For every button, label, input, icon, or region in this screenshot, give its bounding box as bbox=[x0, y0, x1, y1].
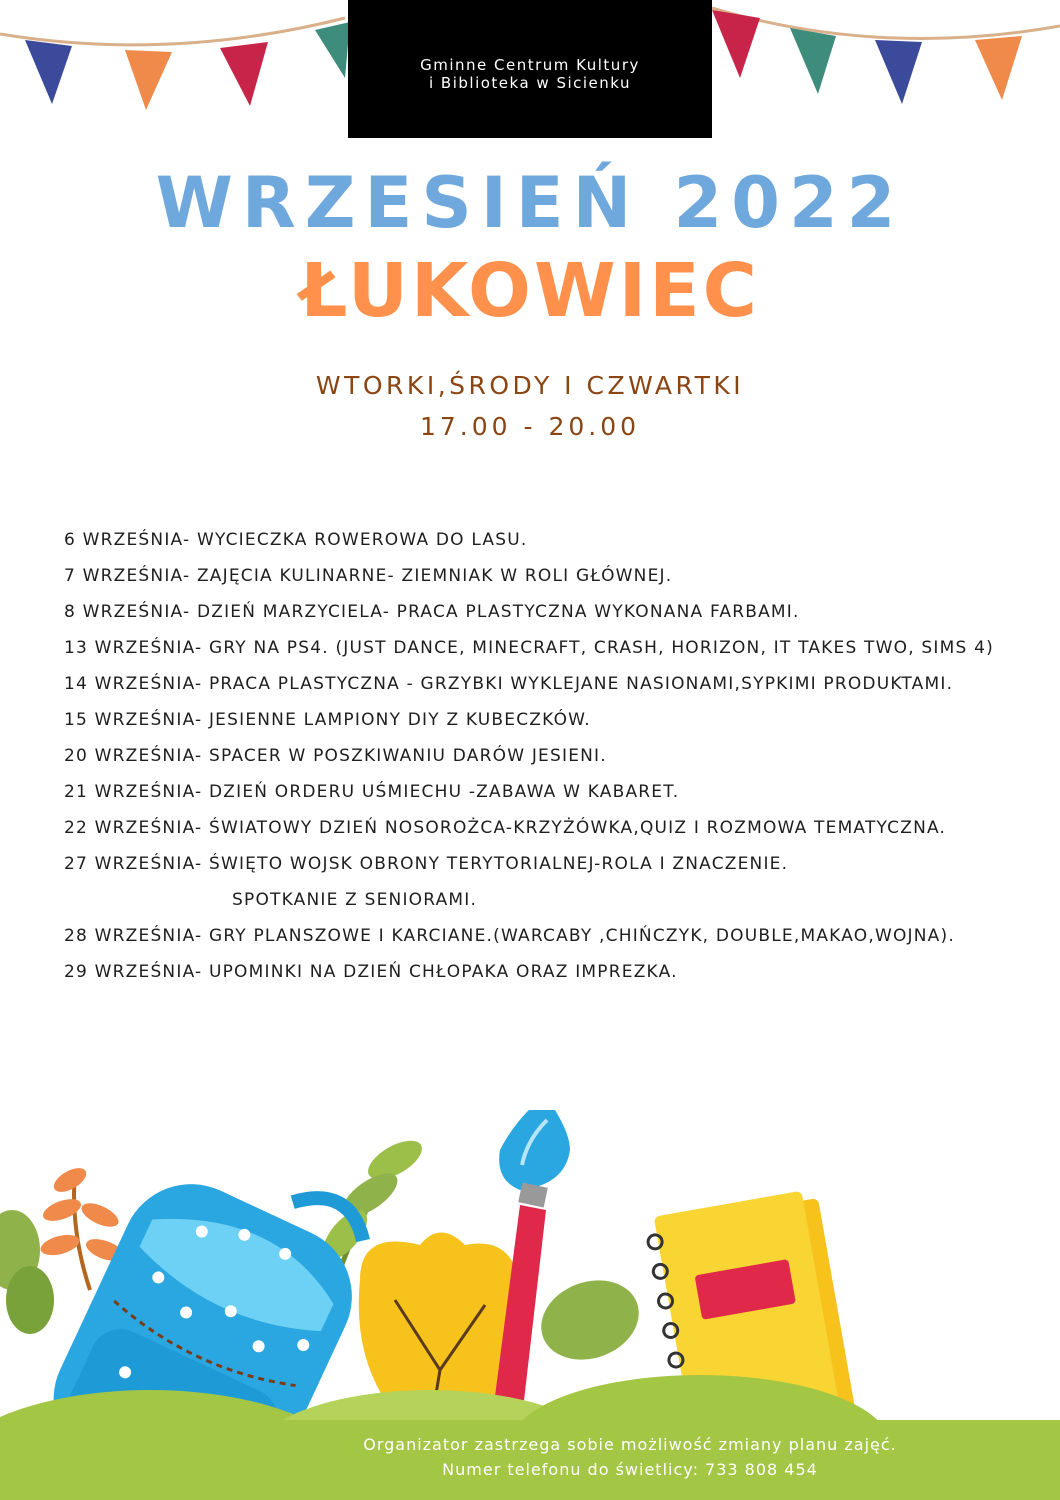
footer-phone: Numer telefonu do świetlicy: 733 808 454 bbox=[442, 1460, 818, 1479]
schedule-date: 20 WRZEŚNIA- bbox=[64, 746, 203, 766]
organization-name-line2: i Biblioteka w Sicienku bbox=[428, 74, 632, 92]
schedule-date: 6 WRZEŚNIA- bbox=[64, 530, 191, 550]
footer-disclaimer: Organizator zastrzega sobie możliwość zmiany planu zajęć. bbox=[363, 1435, 897, 1454]
green-leaf-icon bbox=[530, 1267, 650, 1373]
schedule-date: 29 WRZEŚNIA- bbox=[64, 962, 203, 982]
schedule-activity: UPOMINKI NA DZIEŃ CHŁOPAKA ORAZ IMPREZKA. bbox=[202, 962, 678, 982]
green-leaf-icon bbox=[6, 1266, 54, 1334]
flag-red-1 bbox=[220, 42, 268, 106]
schedule-activity: GRY NA PS4. (JUST DANCE, MINECRAFT, CRASH, HORIZON, IT TAKES TWO, SIMS 4) bbox=[202, 638, 994, 658]
schedule-activity: DZIEŃ ORDERU UŚMIECHU -ZABAWA W KABARET. bbox=[202, 782, 680, 802]
organization-header bbox=[348, 0, 712, 138]
schedule-date: 8 WRZEŚNIA- bbox=[64, 602, 191, 622]
schedule-activity: ŚWIĘTO WOJSK OBRONY TERYTORIALNEJ-ROLA I ZNACZENIE. bbox=[202, 854, 789, 874]
schedule-date: 13 WRZEŚNIA- bbox=[64, 638, 203, 658]
schedule-item bbox=[64, 810, 1024, 846]
flag-teal-2 bbox=[790, 28, 836, 94]
schedule-date: 22 WRZEŚNIA- bbox=[64, 818, 203, 838]
schedule-activity: ZAJĘCIA KULINARNE- ZIEMNIAK W ROLI GŁÓWNEJ. bbox=[190, 566, 673, 586]
schedule-date: 7 WRZEŚNIA- bbox=[64, 566, 191, 586]
schedule-activity: SPACER W POSZKIWANIU DARÓW JESIENI. bbox=[202, 746, 607, 766]
flag-teal-1 bbox=[315, 22, 350, 78]
schedule-item bbox=[64, 702, 1024, 738]
flag-orange-2 bbox=[975, 36, 1022, 100]
schedule-activity: PRACA PLASTYCZNA - GRZYBKI WYKLEJANE NASIONAMI,SYPKIMI PRODUKTAMI. bbox=[202, 674, 954, 694]
schedule-list bbox=[64, 522, 1024, 990]
schedule-item bbox=[64, 954, 1024, 990]
schedule-item bbox=[64, 630, 1024, 666]
month-title: WRZESIEŃ 2022 bbox=[155, 162, 905, 244]
place-title: ŁUKOWIEC bbox=[300, 248, 760, 334]
opening-hours: 17.00 - 20.00 bbox=[419, 412, 641, 441]
schedule-item bbox=[64, 522, 1024, 558]
schedule-activity: JESIENNE LAMPIONY DIY Z KUBECZKÓW. bbox=[202, 710, 591, 730]
schedule-activity-continuation: SPOTKANIE Z SENIORAMI. bbox=[232, 890, 478, 910]
schedule-item bbox=[64, 846, 1024, 918]
schedule-activity: ŚWIATOWY DZIEŃ NOSOROŻCA-KRZYŻÓWKA,QUIZ I ROZMOWA TEMATYCZNA. bbox=[202, 818, 947, 838]
schedule-activity: WYCIECZKA ROWEROWA DO LASU. bbox=[190, 530, 528, 550]
schedule-date: 15 WRZEŚNIA- bbox=[64, 710, 203, 730]
schedule-activity: DZIEŃ MARZYCIELA- PRACA PLASTYCZNA WYKONANA FARBAMI. bbox=[190, 602, 800, 622]
schedule-date: 28 WRZEŚNIA- bbox=[64, 926, 203, 946]
schedule-date: 21 WRZEŚNIA- bbox=[64, 782, 203, 802]
schedule-item bbox=[64, 738, 1024, 774]
opening-days: WTORKI,ŚRODY I CZWARTKI bbox=[315, 371, 745, 400]
schedule-item bbox=[64, 594, 1024, 630]
schedule-date: 27 WRZEŚNIA- bbox=[64, 854, 203, 874]
flag-orange-1 bbox=[125, 50, 172, 110]
schedule-item bbox=[64, 918, 1024, 954]
schedule-item bbox=[64, 774, 1024, 810]
flag-blue-1 bbox=[25, 40, 72, 104]
flag-red-2 bbox=[712, 10, 760, 78]
flag-blue-2 bbox=[875, 40, 922, 104]
schedule-activity: GRY PLANSZOWE I KARCIANE.(WARCABY ,CHIŃCZYK, DOUBLE,MAKAO,WOJNA). bbox=[202, 926, 955, 946]
schedule-date: 14 WRZEŚNIA- bbox=[64, 674, 203, 694]
footer-note bbox=[250, 1432, 1010, 1482]
schedule-item bbox=[64, 666, 1024, 702]
schedule-item bbox=[64, 558, 1024, 594]
organization-name-line1: Gminne Centrum Kultury bbox=[420, 56, 640, 74]
